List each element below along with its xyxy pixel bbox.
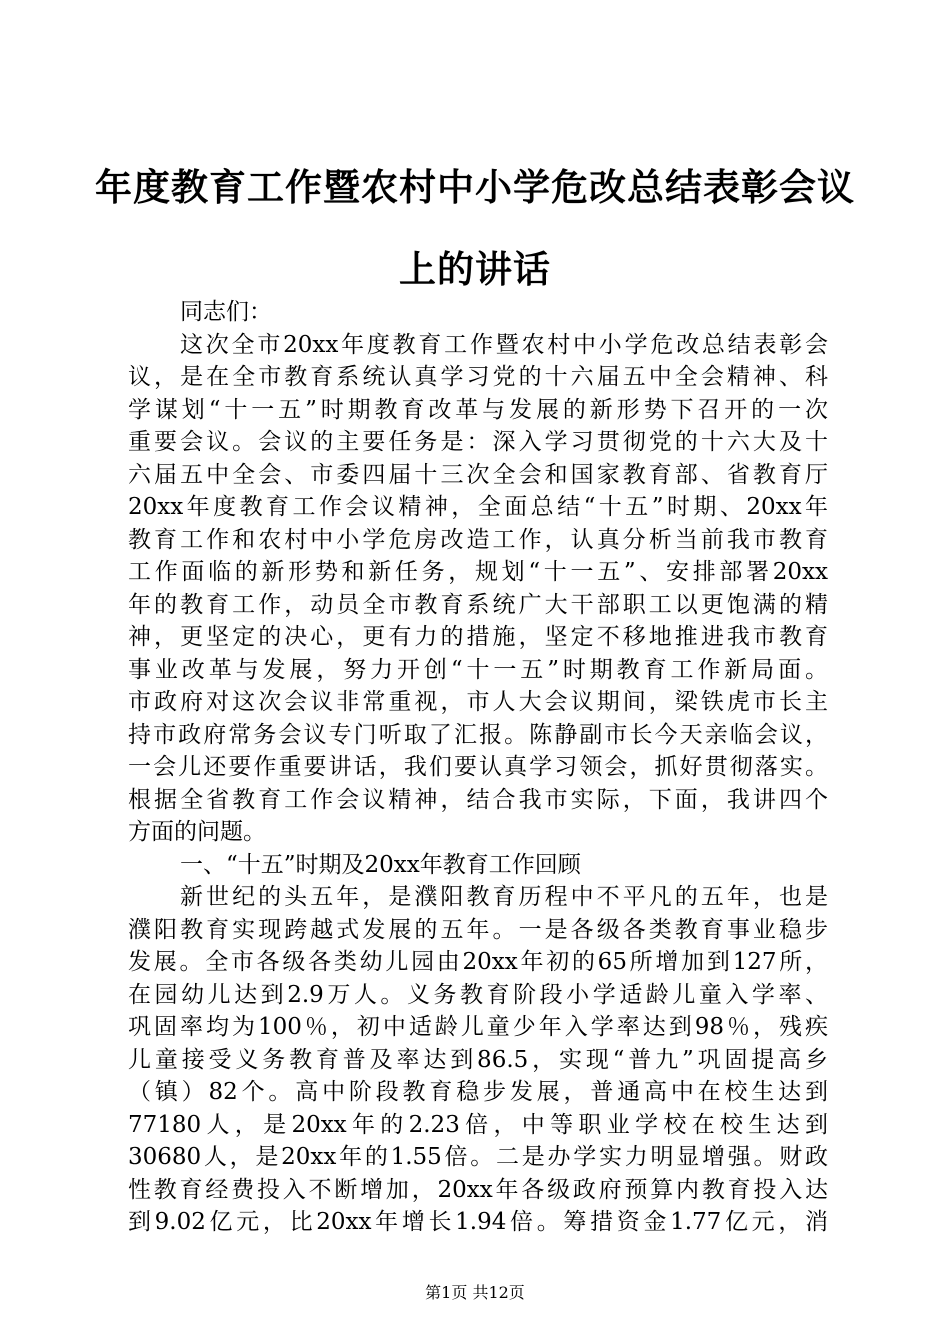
- paragraph-line: 学谋划“十一五”时期教育改革与发展的新形势下召开的一次: [128, 396, 828, 423]
- paragraph-line: 77180人，是20xx年的2.23倍，中等职业学校在校生达到: [128, 1111, 828, 1138]
- document-title-line-2: 上的讲话: [399, 247, 551, 291]
- document-body: [128, 296, 828, 1239]
- paragraph-line: 一会儿还要作重要讲话，我们要认真学习领会，抓好贯彻落实。: [128, 754, 828, 780]
- paragraph-line: 儿童接受义务教育普及率达到86.5，实现“普九”巩固提高乡: [128, 1046, 828, 1073]
- paragraph-line: 根据全省教育工作会议精神，结合我市实际，下面，我讲四个: [128, 786, 828, 813]
- paragraph-line: 事业改革与发展，努力开创“十一五”时期教育工作新局面。: [128, 656, 828, 683]
- paragraph-line: 年的教育工作，动员全市教育系统广大干部职工以更饱满的精: [128, 591, 828, 618]
- paragraph-line: 20xx年度教育工作会议精神，全面总结“十五”时期、20xx年: [128, 494, 828, 520]
- paragraph-line: 这次全市20xx年度教育工作暨农村中小学危改总结表彰会: [180, 331, 828, 358]
- paragraph-line: 方面的问题。: [128, 819, 266, 845]
- paragraph-line: 新世纪的头五年，是濮阳教育历程中不平凡的五年，也是: [180, 884, 828, 910]
- paragraph-line: 工作面临的新形势和新任务，规划“十一五”、安排部署20xx: [128, 559, 828, 585]
- paragraph-line: 持市政府常务会议专门听取了汇报。陈静副市长今天亲临会议，: [128, 721, 828, 748]
- salutation: 同志们：: [180, 299, 272, 325]
- page-number-footer: 第1页 共12页: [425, 1283, 525, 1302]
- paragraph-line: 六届五中全会、市委四届十三次全会和国家教育部、省教育厅: [128, 461, 828, 488]
- section-heading: 一、“十五”时期及20xx年教育工作回顾: [180, 851, 581, 878]
- paragraph-line: 30680人，是20xx年的1.55倍。二是办学实力明显增强。财政: [128, 1144, 828, 1170]
- paragraph-line: 巩固率均为100％，初中适龄儿童少年入学率达到98％，残疾: [128, 1014, 828, 1040]
- paragraph-line: 重要会议。会议的主要任务是：深入学习贯彻党的十六大及十: [128, 429, 828, 455]
- paragraph-line: 性教育经费投入不断增加，20xx年各级政府预算内教育投入达: [128, 1176, 828, 1203]
- paragraph-line: 议，是在全市教育系统认真学习党的十六届五中全会精神、科: [128, 364, 828, 390]
- paragraph-line: 神，更坚定的决心，更有力的措施，坚定不移地推进我市教育: [128, 624, 828, 650]
- paragraph-line: 教育工作和农村中小学危房改造工作，认真分析当前我市教育: [128, 526, 828, 553]
- paragraph-line: 在园幼儿达到2.9万人。义务教育阶段小学适龄儿童入学率、: [128, 981, 828, 1008]
- paragraph-line: （镇）82个。高中阶段教育稳步发展，普通高中在校生达到: [128, 1079, 828, 1105]
- paragraph-line: 到9.02亿元，比20xx年增长1.94倍。筹措资金1.77亿元，消: [128, 1209, 828, 1235]
- paragraph-line: 发展。全市各级各类幼儿园由20xx年初的65所增加到127所，: [128, 949, 828, 975]
- paragraph-line: 濮阳教育实现跨越式发展的五年。一是各级各类教育事业稳步: [128, 916, 828, 943]
- document-title-line-1: 年度教育工作暨农村中小学危改总结表彰会议: [95, 165, 855, 209]
- paragraph-line: 市政府对这次会议非常重视，市人大会议期间，梁铁虎市长主: [128, 689, 828, 715]
